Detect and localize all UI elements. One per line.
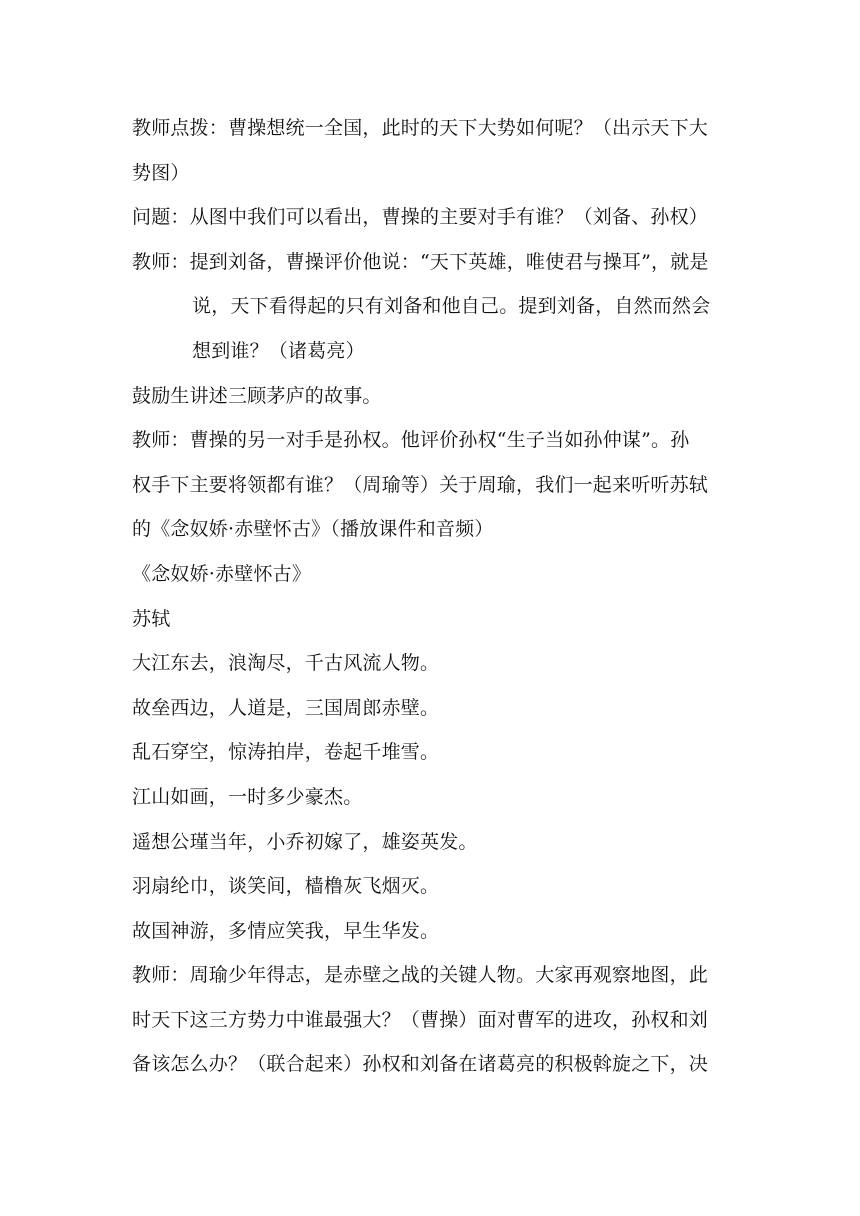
text-line: 想到谁？（诸葛亮） <box>192 339 365 362</box>
text-line: 江山如画，一时多少豪杰。 <box>132 785 363 808</box>
text-line: 势图） <box>132 161 190 184</box>
text-line: 问题：从图中我们可以看出，曹操的主要对手有谁？（刘备、孙权） <box>132 206 709 229</box>
text-line: 时天下这三方势力中谁最强大？（曹操）面对曹军的进攻，孙权和刘 <box>132 1008 709 1031</box>
text-line: 遥想公瑾当年，小乔初嫁了，雄姿英发。 <box>132 830 478 853</box>
text-line: 备该怎么办？（联合起来）孙权和刘备在诸葛亮的积极斡旋之下，决 <box>132 1053 709 1076</box>
text-line: 教师点拨：曹操想统一全国，此时的天下大势如何呢？（出示天下大 <box>132 117 709 139</box>
text-line: 故垒西边，人道是，三国周郎赤壁。 <box>132 696 440 719</box>
text-line: 故国神游，多情应笑我，早生华发。 <box>132 919 440 942</box>
text-line: 苏轼 <box>132 607 171 630</box>
document-body <box>132 106 732 1087</box>
text-line: 《念奴娇·赤壁怀古》 <box>132 562 312 585</box>
text-line: 权手下主要将领都有谁？（周瑜等）关于周瑜，我们一起来听听苏轼 <box>132 473 709 496</box>
text-line: 羽扇纶巾，谈笑间，樯橹灰飞烟灭。 <box>132 875 440 898</box>
text-line: 教师：提到刘备，曹操评价他说：“天下英雄，唯使君与操耳”，就是 <box>132 250 709 273</box>
text-line: 教师：曹操的另一对手是孙权。他评价孙权“生子当如孙仲谋”。孙 <box>132 429 690 452</box>
text-line: 教师：周瑜少年得志，是赤壁之战的关键人物。大家再观察地图，此 <box>132 964 709 987</box>
text-line: 说，天下看得起的只有刘备和他自己。提到刘备，自然而然会 <box>192 295 711 318</box>
text-line: 乱石穿空，惊涛拍岸，卷起千堆雪。 <box>132 741 440 764</box>
text-line: 鼓励生讲述三顾茅庐的故事。 <box>132 384 382 407</box>
text-line: 大江东去，浪淘尽，千古风流人物。 <box>132 652 440 675</box>
text-line: 的《念奴娇·赤壁怀古》（播放课件和音频） <box>132 518 494 541</box>
